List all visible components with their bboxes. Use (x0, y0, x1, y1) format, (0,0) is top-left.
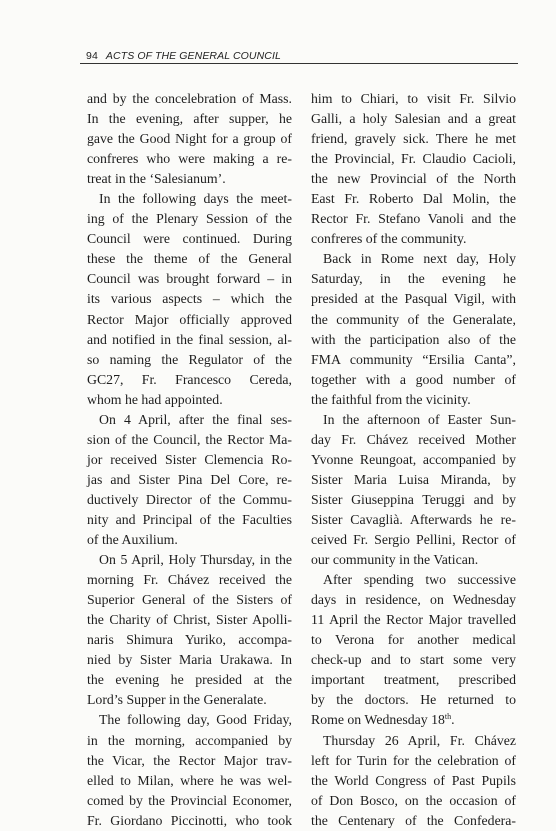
text-line-content: Fr. Giordano Piccinotti, who took (87, 812, 292, 828)
text-line-content: The following day, Good Friday, (99, 712, 292, 728)
text-line (311, 249, 516, 269)
left-column (87, 89, 292, 831)
text-line-content: Yvonne Reungoat, accompanied by (311, 451, 516, 467)
header-rule (80, 63, 518, 64)
text-line (87, 410, 292, 430)
text-line (87, 791, 292, 811)
ordinal-superscript: th (444, 712, 452, 722)
text-line (311, 390, 516, 410)
text-line-content: After spending two successive (323, 572, 516, 588)
text-line-content: sion of the Council, the Rector Ma- (87, 431, 292, 447)
text-line-tail: . (451, 712, 455, 728)
text-line (311, 209, 516, 229)
text-line-content: the new Provincial of the North (311, 171, 516, 187)
text-line (311, 791, 516, 811)
text-line (87, 350, 292, 370)
text-line (87, 109, 292, 129)
text-line (87, 731, 292, 751)
text-line-content: On 5 April, Holy Thursday, in the (99, 552, 292, 568)
text-line (87, 370, 292, 390)
text-line-content: Rector Major officially approved (87, 311, 292, 327)
text-line-content: Galli, a holy Salesian and a great (311, 111, 516, 127)
text-line (87, 310, 292, 330)
text-line (87, 169, 292, 189)
text-line (311, 350, 516, 370)
text-line-content: the Provincial, Fr. Claudio Cacioli, (311, 151, 516, 167)
text-line (87, 510, 292, 530)
text-line (87, 690, 292, 710)
text-line (311, 510, 516, 530)
text-line (311, 610, 516, 630)
page-number: 94 (86, 50, 98, 62)
text-line-content: friend, gravely sick. There he met (311, 131, 516, 147)
text-line (311, 771, 516, 791)
text-line (311, 330, 516, 350)
text-line-content: comed by the Provincial Economer, (87, 792, 292, 808)
text-line (87, 710, 292, 730)
text-line (311, 490, 516, 510)
text-line-content: days in residence, on Wednesday (311, 592, 516, 608)
text-line-content: morning Fr. Chávez received the (87, 572, 292, 588)
text-line (311, 89, 516, 109)
text-line (311, 650, 516, 670)
text-line-content: East Fr. Roberto Dal Molin, the (311, 191, 516, 207)
text-line (311, 570, 516, 590)
text-line (311, 129, 516, 149)
text-line (87, 149, 292, 169)
text-line-content: with the participation also of the (311, 331, 516, 347)
text-line (87, 390, 292, 410)
text-line-content: whom he had appointed. (87, 391, 223, 407)
text-line-content: FMA community “Ersilia Canta”, (311, 351, 516, 367)
text-line-content: the World Congress of Past Pupils (311, 772, 516, 788)
text-line-content: so naming the Regulator of the (87, 351, 292, 367)
text-line (87, 590, 292, 610)
text-line (311, 630, 516, 650)
right-column (311, 89, 516, 831)
text-line-content: treat in the ‘Salesianum’. (87, 171, 226, 187)
text-line (87, 249, 292, 269)
text-line-content: nity and Principal of the Faculties (87, 511, 292, 527)
text-line-content: confreres of the community. (311, 231, 467, 247)
text-line-content: Sister Cavaglià. Afterwards he re- (311, 511, 516, 527)
text-line-content: the Charity of Christ, Sister Apolli- (87, 612, 292, 628)
text-line-content: its various aspects – which the (87, 291, 292, 307)
text-line-content: the Vicar, the Rector Major trav- (87, 752, 292, 768)
text-line-content: nied by Sister Maria Urakawa. In (87, 652, 292, 668)
text-line (311, 530, 516, 550)
text-line (311, 229, 516, 249)
text-line (311, 430, 516, 450)
text-line (87, 490, 292, 510)
text-line (311, 410, 516, 430)
text-line (87, 450, 292, 470)
text-line-content: check-up and to start some very (311, 652, 516, 668)
text-line (87, 430, 292, 450)
text-line (87, 269, 292, 289)
text-line (311, 470, 516, 490)
text-line (87, 129, 292, 149)
text-line-content: Rector Fr. Stefano Vanoli and the (311, 211, 516, 227)
text-line-content: In the afternoon of Easter Sun- (323, 411, 516, 427)
text-line-content: Saturday, in the evening he (311, 271, 516, 287)
text-line (87, 811, 292, 831)
text-line-content: In the evening, after supper, he (87, 111, 292, 127)
text-line-content: of Don Bosco, on the occasion of (311, 792, 516, 808)
text-line (311, 710, 516, 730)
text-line-content: naris Shimura Yuriko, accompa- (87, 632, 292, 648)
text-line (87, 89, 292, 109)
text-line (311, 149, 516, 169)
text-line-content: these the theme of the General (87, 251, 292, 267)
running-title: ACTS OF THE GENERAL COUNCIL (105, 50, 281, 62)
text-line-content: the community of the Generalate, (311, 311, 516, 327)
text-line-content: Sister Maria Luisa Miranda, by (311, 471, 516, 487)
text-line (311, 751, 516, 771)
text-line-content: elled to Milan, where he was wel- (87, 772, 292, 788)
text-line-content: the Centenary of the Confedera- (311, 812, 516, 828)
text-line (311, 450, 516, 470)
text-line (311, 731, 516, 751)
text-line (311, 550, 516, 570)
text-line-content: important treatment, prescribed (311, 672, 516, 688)
text-line-content: Council were continued. During (87, 231, 292, 247)
text-line-content: him to Chiari, to visit Fr. Silvio (311, 91, 516, 106)
text-line-content: ductively Director of the Commu- (87, 491, 292, 507)
text-line-content: by the doctors. He returned to (311, 692, 516, 708)
text-line-content: Thursday 26 April, Fr. Chávez (323, 732, 516, 748)
text-line-content: jor received Sister Clemencia Ro- (87, 451, 292, 467)
text-line-content: Council was brought forward – in (87, 271, 292, 287)
text-line (87, 229, 292, 249)
text-line-content: ceived Fr. Sergio Pellini, Rector of (311, 532, 516, 548)
text-line (311, 269, 516, 289)
text-line-content: our community in the Vatican. (311, 552, 479, 568)
text-line (87, 189, 292, 209)
text-line-content: jas and Sister Pina Del Core, re- (87, 471, 292, 487)
text-line (87, 650, 292, 670)
text-line-content: in the morning, accompanied by (87, 732, 292, 748)
text-line (311, 370, 516, 390)
text-line-content: Lord’s Supper in the Generalate. (87, 692, 267, 708)
text-line-content: Sister Giuseppina Teruggi and by (311, 491, 516, 507)
text-line (311, 590, 516, 610)
text-line-content: day Fr. Chávez received Mother (311, 431, 516, 447)
text-line (87, 209, 292, 229)
running-header (86, 50, 281, 62)
text-line-content: 11 April the Rector Major travelled (311, 612, 516, 628)
text-line (87, 289, 292, 309)
text-line (311, 670, 516, 690)
text-line (311, 109, 516, 129)
text-line-content: In the following days the meet- (99, 191, 292, 207)
text-line-content: Superior General of the Sisters of (87, 592, 292, 608)
text-line (87, 530, 292, 550)
text-line-content: and by the concelebration of Mass. (87, 91, 292, 106)
text-line-content: and notified in the final session, al- (87, 331, 292, 347)
text-line (311, 169, 516, 189)
text-line (311, 289, 516, 309)
text-line (87, 751, 292, 771)
text-line (87, 670, 292, 690)
text-line-content: the evening he presided at the (87, 672, 292, 688)
text-line (87, 771, 292, 791)
text-line-content: together with a good number of (311, 371, 516, 387)
text-line-content: On 4 April, after the final ses- (99, 411, 292, 427)
text-line (87, 610, 292, 630)
text-line-content: of the Auxilium. (87, 532, 178, 548)
text-line-content: to Verona for another medical (311, 632, 516, 648)
text-line (311, 310, 516, 330)
text-line (87, 330, 292, 350)
text-line (87, 630, 292, 650)
text-line (87, 470, 292, 490)
text-line-content: gave the Good Night for a group of (87, 131, 292, 147)
text-line-content: Back in Rome next day, Holy (323, 251, 516, 267)
text-line (311, 189, 516, 209)
text-line (311, 811, 516, 831)
text-line-content: presided at the Pasqual Vigil, with (311, 291, 516, 307)
text-line-content: the faithful from the vicinity. (311, 391, 471, 407)
text-line-content: Rome on Wednesday 18 (311, 712, 445, 728)
text-line (87, 550, 292, 570)
text-line (87, 570, 292, 590)
text-line-content: confreres who were making a re- (87, 151, 292, 167)
text-line (311, 690, 516, 710)
text-line-content: left for Turin for the celebration of (311, 752, 516, 768)
text-line-content: ing of the Plenary Session of the (87, 211, 292, 227)
text-line-content: GC27, Fr. Francesco Cereda, (87, 371, 292, 387)
